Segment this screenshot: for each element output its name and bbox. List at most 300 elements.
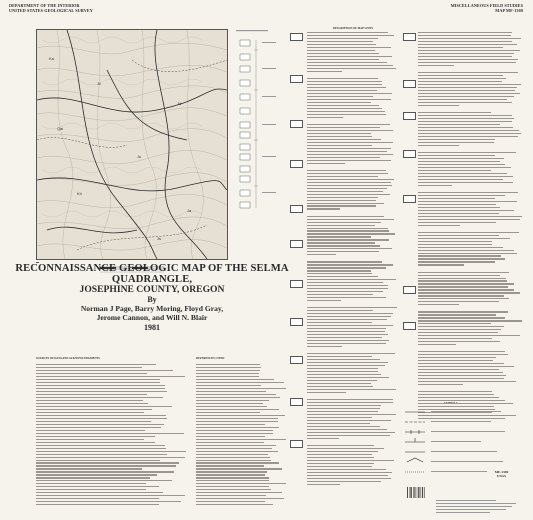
text-line — [418, 222, 496, 223]
text-line — [36, 415, 166, 416]
text-line — [36, 382, 160, 383]
survey-name: UNITED STATES GEOLOGICAL SURVEY — [9, 8, 93, 13]
publication-year: 1981 — [144, 323, 160, 332]
text-line — [307, 328, 386, 329]
text-line — [307, 469, 386, 470]
text-line — [196, 492, 282, 493]
text-line — [418, 289, 514, 290]
svg-text:Qal: Qal — [57, 126, 64, 131]
text-line — [196, 418, 278, 419]
text-line — [307, 170, 386, 171]
text-line — [307, 285, 388, 286]
text-line — [36, 379, 160, 380]
text-line — [418, 275, 500, 276]
text-line — [418, 400, 505, 401]
text-line — [36, 364, 156, 365]
text-line — [307, 438, 339, 439]
unit-box — [403, 195, 416, 203]
text-line — [418, 130, 519, 131]
text-line — [418, 112, 491, 113]
text-line — [307, 307, 397, 308]
text-line — [418, 360, 493, 361]
text-line — [36, 397, 163, 398]
text-line — [418, 354, 508, 355]
text-line — [307, 41, 373, 42]
text-line — [418, 204, 496, 205]
text-line — [307, 133, 371, 134]
text-line — [196, 379, 274, 380]
text-line — [307, 417, 372, 418]
text-line — [307, 411, 378, 412]
sources-text — [36, 364, 186, 507]
text-line — [418, 225, 460, 226]
text-line — [196, 460, 271, 461]
text-line — [36, 465, 176, 466]
text-line — [196, 504, 273, 505]
text-line — [307, 148, 391, 149]
text-line — [307, 251, 379, 252]
unit-box — [290, 280, 303, 288]
text-line — [307, 383, 371, 384]
text-line — [36, 409, 152, 410]
text-line — [36, 394, 147, 395]
text-line — [418, 173, 507, 174]
text-line — [196, 436, 265, 437]
text-line — [36, 454, 167, 455]
text-line — [307, 481, 381, 482]
text-line — [36, 385, 165, 386]
text-line — [196, 471, 267, 472]
text-line — [418, 65, 454, 66]
printing-note — [434, 498, 528, 515]
text-line — [307, 114, 386, 115]
text-line — [307, 71, 342, 72]
text-line — [418, 47, 503, 48]
references-text — [196, 364, 286, 507]
text-line — [307, 248, 392, 249]
text-line — [196, 445, 276, 446]
text-line — [36, 403, 148, 404]
text-line — [418, 96, 514, 97]
text-line — [307, 62, 387, 63]
text-line — [307, 475, 388, 476]
text-line — [36, 495, 185, 496]
text-line — [418, 124, 500, 125]
text-line — [418, 53, 514, 54]
text-line — [307, 463, 374, 464]
unit-box — [290, 356, 303, 364]
text-line — [307, 279, 396, 280]
text-line — [196, 394, 276, 395]
text-line — [418, 167, 511, 168]
text-line — [418, 247, 503, 248]
text-line — [307, 405, 381, 406]
text-line — [418, 72, 518, 73]
text-line — [307, 105, 379, 106]
text-line — [307, 130, 393, 131]
text-line — [36, 498, 159, 499]
text-line — [307, 325, 393, 326]
unit-box — [290, 120, 303, 128]
text-line — [418, 136, 518, 137]
text-line — [196, 370, 260, 371]
text-line — [418, 121, 512, 122]
text-line — [307, 478, 391, 479]
text-line — [418, 158, 504, 159]
text-line — [307, 423, 370, 424]
text-line — [196, 409, 279, 410]
text-line — [307, 451, 378, 452]
authors-line-1: Norman J Page, Barry Moring, Floyd Gray, — [80, 304, 224, 313]
text-line — [307, 32, 388, 33]
text-line — [418, 357, 496, 358]
text-line — [418, 341, 500, 342]
description-heading: DESCRIPTION OF MAP UNITS — [333, 27, 374, 30]
text-line — [418, 201, 517, 202]
text-line — [307, 340, 389, 341]
text-line — [418, 59, 518, 60]
text-line — [307, 429, 387, 430]
text-line — [307, 242, 375, 243]
text-line — [307, 188, 387, 189]
text-line — [307, 399, 393, 400]
map-county: JOSEPHINE COUNTY, OREGON — [79, 284, 225, 295]
map-number: MAP MF-1369 — [495, 8, 523, 13]
text-line — [418, 304, 459, 305]
text-line — [196, 483, 286, 484]
text-line — [418, 182, 513, 183]
text-line — [418, 213, 499, 214]
description-column-1 — [307, 32, 397, 491]
text-line — [418, 241, 492, 242]
text-line — [418, 375, 506, 376]
text-line — [307, 84, 382, 85]
text-line — [307, 239, 389, 240]
svg-text:Js: Js — [157, 236, 161, 241]
text-line — [36, 421, 151, 422]
text-line — [418, 250, 514, 251]
text-line — [36, 391, 167, 392]
text-line — [36, 388, 165, 389]
text-line — [196, 391, 266, 392]
text-line — [307, 111, 385, 112]
text-line — [307, 432, 395, 433]
text-line — [418, 75, 503, 76]
text-line — [418, 372, 503, 373]
text-line — [307, 127, 380, 128]
text-line — [418, 185, 452, 186]
text-line — [307, 236, 371, 237]
text-line — [196, 373, 259, 374]
map-title-block — [2, 262, 302, 332]
text-line — [307, 108, 382, 109]
text-line — [418, 127, 513, 128]
text-line — [418, 176, 513, 177]
text-line — [418, 62, 516, 63]
text-line — [307, 194, 390, 195]
unit-box — [290, 240, 303, 248]
text-line — [307, 371, 378, 372]
text-line — [307, 386, 373, 387]
unit-box — [403, 322, 416, 330]
unit-box — [403, 112, 416, 120]
unit-box — [290, 33, 303, 41]
text-line — [307, 346, 342, 347]
text-line — [418, 102, 512, 103]
text-line — [196, 465, 264, 466]
unit-box — [290, 160, 303, 168]
text-line — [307, 282, 383, 283]
map-title: RECONNAISSANCE GEOLOGIC MAP OF THE SELMA QUADRANGLE, — [15, 263, 289, 285]
text-line — [418, 87, 517, 88]
text-line — [36, 376, 185, 377]
text-line — [307, 157, 380, 158]
text-line — [307, 96, 373, 97]
text-line — [307, 374, 381, 375]
text-line — [196, 382, 284, 383]
agency-header — [9, 3, 93, 13]
text-line — [418, 351, 505, 352]
text-line — [418, 261, 495, 262]
text-line — [418, 105, 459, 106]
text-line — [307, 222, 381, 223]
text-line — [307, 261, 382, 262]
text-line — [307, 337, 382, 338]
text-line — [196, 457, 270, 458]
text-line — [307, 466, 372, 467]
text-line — [307, 472, 392, 473]
references-heading: REFERENCES CITED — [196, 357, 225, 360]
svg-text:Jd: Jd — [177, 101, 182, 106]
description-column-2 — [418, 32, 522, 421]
text-line — [418, 38, 521, 39]
text-line — [196, 442, 264, 443]
text-line — [307, 484, 340, 485]
text-line — [418, 335, 520, 336]
text-line — [307, 264, 393, 265]
text-line — [418, 161, 500, 162]
text-line — [307, 270, 371, 271]
unit-box — [290, 205, 303, 213]
text-line — [307, 208, 340, 209]
text-line — [418, 207, 500, 208]
text-line — [36, 451, 186, 452]
svg-text:Kh: Kh — [77, 191, 82, 196]
text-line — [307, 179, 394, 180]
text-line — [418, 384, 463, 385]
text-line — [418, 179, 503, 180]
series-name: MISCELLANEOUS FIELD STUDIES — [450, 3, 523, 8]
text-line — [196, 474, 265, 475]
text-line — [307, 322, 372, 323]
text-line — [307, 205, 376, 206]
text-line — [418, 155, 495, 156]
text-line — [196, 489, 271, 490]
text-line — [307, 392, 346, 393]
text-line — [307, 273, 372, 274]
text-line — [36, 400, 143, 401]
text-line — [196, 430, 273, 431]
unit-box — [403, 286, 416, 294]
text-line — [307, 185, 392, 186]
text-line — [418, 192, 518, 193]
text-line — [418, 35, 511, 36]
text-line — [307, 90, 377, 91]
text-line — [36, 442, 155, 443]
text-line — [307, 343, 386, 344]
text-line — [307, 414, 396, 415]
geologic-map[interactable] — [36, 29, 228, 260]
text-line — [196, 367, 261, 368]
text-line — [196, 397, 280, 398]
text-line — [36, 418, 167, 419]
text-line — [307, 402, 393, 403]
text-line — [307, 389, 396, 390]
text-line — [418, 115, 512, 116]
text-line — [196, 364, 260, 365]
text-line — [418, 363, 504, 364]
text-line — [418, 81, 502, 82]
text-line — [418, 278, 506, 279]
text-line — [307, 197, 378, 198]
text-line — [418, 139, 495, 140]
svg-text:Ja: Ja — [187, 208, 192, 213]
text-line — [307, 356, 372, 357]
text-line — [307, 53, 379, 54]
text-line — [418, 133, 521, 134]
text-line — [418, 292, 520, 293]
text-line — [418, 219, 520, 220]
text-line — [307, 163, 345, 164]
text-line — [36, 457, 185, 458]
text-line — [307, 435, 390, 436]
text-line — [307, 457, 374, 458]
text-line — [196, 468, 282, 469]
svg-text:Ka: Ka — [49, 56, 54, 61]
text-line — [307, 56, 392, 57]
text-line — [36, 492, 163, 493]
text-line — [418, 258, 505, 259]
text-line — [36, 448, 166, 449]
text-line — [36, 427, 161, 428]
text-line — [307, 87, 386, 88]
text-line — [307, 313, 393, 314]
text-line — [307, 245, 380, 246]
text-line — [196, 376, 259, 377]
text-line — [418, 232, 519, 233]
text-line — [36, 433, 184, 434]
text-line — [307, 154, 393, 155]
unit-box — [403, 33, 416, 41]
text-line — [418, 56, 512, 57]
text-line — [196, 495, 266, 496]
text-line — [418, 394, 494, 395]
text-line — [418, 198, 495, 199]
text-line — [307, 233, 395, 234]
text-line — [418, 369, 499, 370]
text-line — [307, 426, 380, 427]
text-line — [307, 267, 386, 268]
text-line — [307, 225, 375, 226]
text-line — [418, 84, 521, 85]
text-line — [307, 300, 341, 301]
text-line — [418, 78, 506, 79]
text-line — [418, 195, 505, 196]
usgs-stamp — [488, 470, 515, 492]
text-line — [307, 142, 393, 143]
text-line — [418, 338, 492, 339]
text-line — [307, 47, 391, 48]
text-line — [418, 332, 498, 333]
text-line — [36, 480, 172, 481]
text-line — [307, 136, 372, 137]
text-line — [307, 176, 378, 177]
text-line — [307, 65, 393, 66]
text-line — [36, 406, 172, 407]
unit-box — [290, 440, 303, 448]
text-line — [307, 445, 374, 446]
text-line — [307, 182, 391, 183]
unit-box — [290, 318, 303, 326]
department-name: DEPARTMENT OF THE INTERIOR — [9, 3, 80, 8]
text-line — [196, 448, 272, 449]
text-line — [36, 486, 159, 487]
text-line — [307, 173, 388, 174]
text-line — [196, 421, 278, 422]
text-line — [418, 50, 520, 51]
text-line — [307, 294, 373, 295]
sources-heading: SOURCES OF DATA AND ACKNOWLEDGMENTS — [36, 357, 100, 360]
text-line — [418, 314, 496, 315]
text-line — [36, 468, 142, 469]
unit-box — [403, 150, 416, 158]
text-line — [307, 408, 380, 409]
text-line — [418, 238, 510, 239]
byline: By — [147, 295, 157, 304]
stamp-agency: USGS — [496, 474, 507, 478]
text-line — [307, 139, 381, 140]
text-line — [418, 295, 504, 296]
text-line — [418, 216, 522, 217]
text-line — [196, 498, 284, 499]
text-line — [307, 368, 378, 369]
text-line — [418, 317, 505, 318]
text-line — [307, 319, 387, 320]
text-line — [418, 264, 464, 265]
text-line — [196, 439, 286, 440]
text-line — [36, 501, 181, 502]
authors-line-2: Jerome Cannon, and Will N. Blair — [96, 313, 208, 322]
text-line — [418, 210, 514, 211]
text-line — [307, 380, 377, 381]
text-line — [418, 90, 515, 91]
text-line — [307, 38, 378, 39]
text-line — [418, 142, 494, 143]
text-line — [307, 460, 394, 461]
text-line — [36, 436, 155, 437]
text-line — [307, 145, 372, 146]
text-line — [36, 477, 150, 478]
text-line — [418, 283, 514, 284]
text-line — [307, 291, 383, 292]
text-line — [196, 412, 260, 413]
text-line — [307, 448, 384, 449]
map-drawing — [37, 30, 227, 259]
text-line — [418, 170, 491, 171]
text-line — [36, 483, 146, 484]
text-line — [307, 454, 372, 455]
text-line — [418, 280, 507, 281]
